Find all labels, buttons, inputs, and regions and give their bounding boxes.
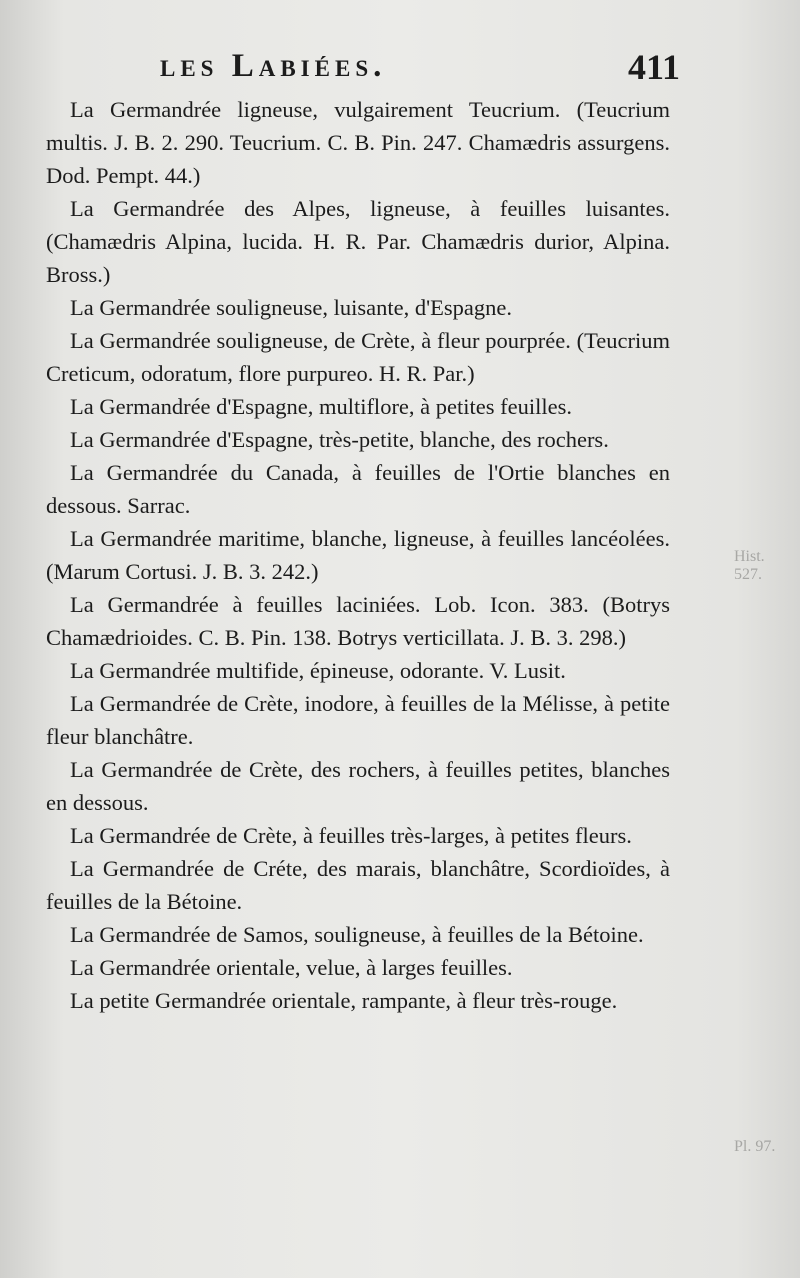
list-item: La petite Germandrée orientale, rampante, à fleur très-rouge. bbox=[70, 988, 618, 1013]
list-item: La Germandrée de Crète, à feuilles très-larges, à petites fleurs. bbox=[70, 823, 632, 848]
margin-note: Hist. 527. bbox=[734, 548, 765, 583]
list-item: La Germandrée maritime, blanche, ligneuse, à feuilles lancéolées. (Marum Cortusi. J. B. 3. 242.) bbox=[46, 526, 670, 584]
page-header bbox=[160, 48, 680, 92]
list-item: La Germandrée souligneuse, de Crète, à fleur pourprée. (Teucrium Creticum, odoratum, flore purpureo. H. R. Par.) bbox=[46, 328, 670, 386]
margin-note: Pl. 97. bbox=[734, 1138, 776, 1155]
list-item: La Germandrée de Crète, inodore, à feuilles de la Mélisse, à petite fleur blanchâtre. bbox=[46, 691, 670, 749]
list-item: La Germandrée souligneuse, luisante, d'Espagne. bbox=[70, 295, 513, 320]
list-item: La Germandrée des Alpes, ligneuse, à feuilles luisantes. (Chamædris Alpina, lucida. H. R. Par. Chamædris durior, Alpina. Bross.) bbox=[46, 196, 670, 287]
list-item: La Germandrée de Créte, des marais, blanchâtre, Scordioïdes, à feuilles de la Bétoine. bbox=[46, 856, 670, 914]
list-item: La Germandrée orientale, velue, à larges feuilles. bbox=[70, 955, 513, 980]
list-item: La Germandrée d'Espagne, très-petite, blanche, des rochers. bbox=[70, 427, 609, 452]
list-item: La Germandrée de Samos, souligneuse, à feuilles de la Bétoine. bbox=[70, 922, 644, 947]
list-item: La Germandrée du Canada, à feuilles de l'Ortie blanches en dessous. Sarrac. bbox=[46, 460, 670, 518]
list-item: La Germandrée de Crète, des rochers, à feuilles petites, blanches en dessous. bbox=[46, 757, 670, 815]
list-item: La Germandrée ligneuse, vulgairement Teucrium. (Teucrium multis. J. B. 2. 290. Teucrium. C. B. Pin. 247. Chamædris assurgens. Dod. Pempt. 44.) bbox=[46, 97, 670, 188]
list-item: La Germandrée multifide, épineuse, odorante. V. Lusit. bbox=[70, 658, 566, 683]
list-item: La Germandrée d'Espagne, multiflore, à petites feuilles. bbox=[70, 394, 572, 419]
species-list bbox=[46, 93, 670, 1017]
running-title: les Labiées. bbox=[160, 48, 387, 84]
list-item: La Germandrée à feuilles laciniées. Lob. Icon. 383. (Botrys Chamædrioides. C. B. Pin. 138. Botrys verticillata. J. B. 3. 298.) bbox=[46, 592, 670, 650]
page-number: 411 bbox=[627, 47, 680, 87]
